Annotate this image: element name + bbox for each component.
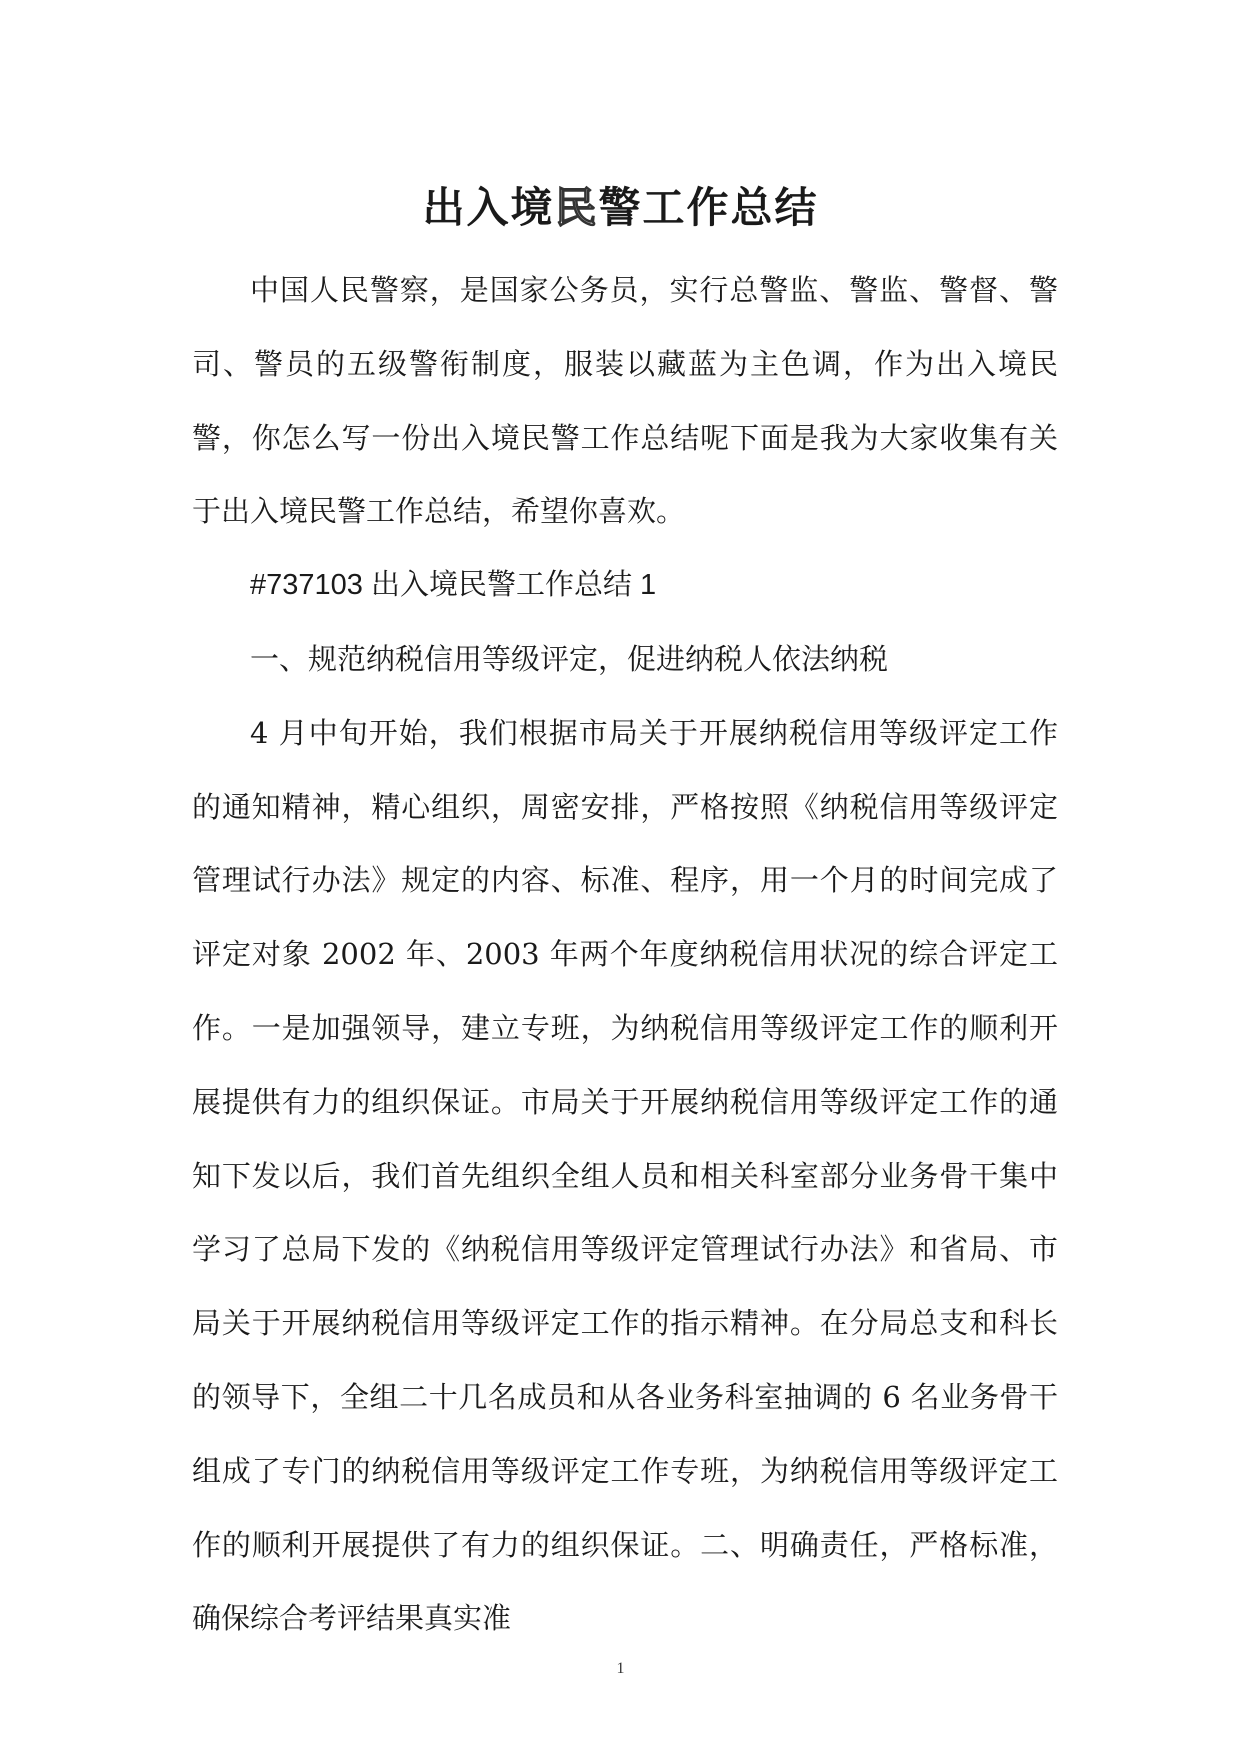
document-body — [192, 254, 1058, 1656]
body-paragraph: 4 月中旬开始，我们根据市局关于开展纳税信用等级评定工作的通知精神，精心组织，周密安排，严格按照《纳税信用等级评定管理试行办法》规定的内容、标准、程序，用一个月的时间完成了评定对象 2002 年、2003 年两个年度纳税信用状况的综合评定工作。一是加强领导，建立专班，为纳税信用等级评定工作的顺利开展提供有力的组织保证。市局关于开展纳税信用等级评定工作的通知下发以后，我们首先组织全组人员和相关科室部分业务骨干集中学习了总局下发的《纳税信用等级评定管理试行办法》和省局、市局关于开展纳税信用等级评定工作的指示精神。在分局总支和科长的领导下，全组二十几名成员和从各业务科室抽调的 6 名业务骨干组成了专门的纳税信用等级评定工作专班，为纳税信用等级评定工作的顺利开展提供了有力的组织保证。二、明确责任，严格标准，确保综合考评结果真实准 — [192, 715, 1058, 1636]
title-part-1: 出入境 — [422, 183, 555, 233]
page-number: 1 — [616, 1660, 625, 1677]
document-title — [0, 178, 1241, 238]
title-outlined-character: 民 — [554, 183, 599, 233]
intro-paragraph: 中国人民警察，是国家公务员，实行总警监、警监、警督、警司、警员的五级警衔制度，服装以藏蓝为主色调，作为出入境民警，你怎么写一份出入境民警工作总结呢下面是我为大家收集有关于出入境民警工作总结，希望你喜欢。 — [192, 273, 1058, 529]
section-heading: #737103 出入境民警工作总结 1 — [250, 569, 657, 602]
subsection-heading: 一、规范纳税信用等级评定，促进纳税人依法纳税 — [250, 641, 889, 676]
title-part-2: 警工作总结 — [598, 183, 819, 233]
